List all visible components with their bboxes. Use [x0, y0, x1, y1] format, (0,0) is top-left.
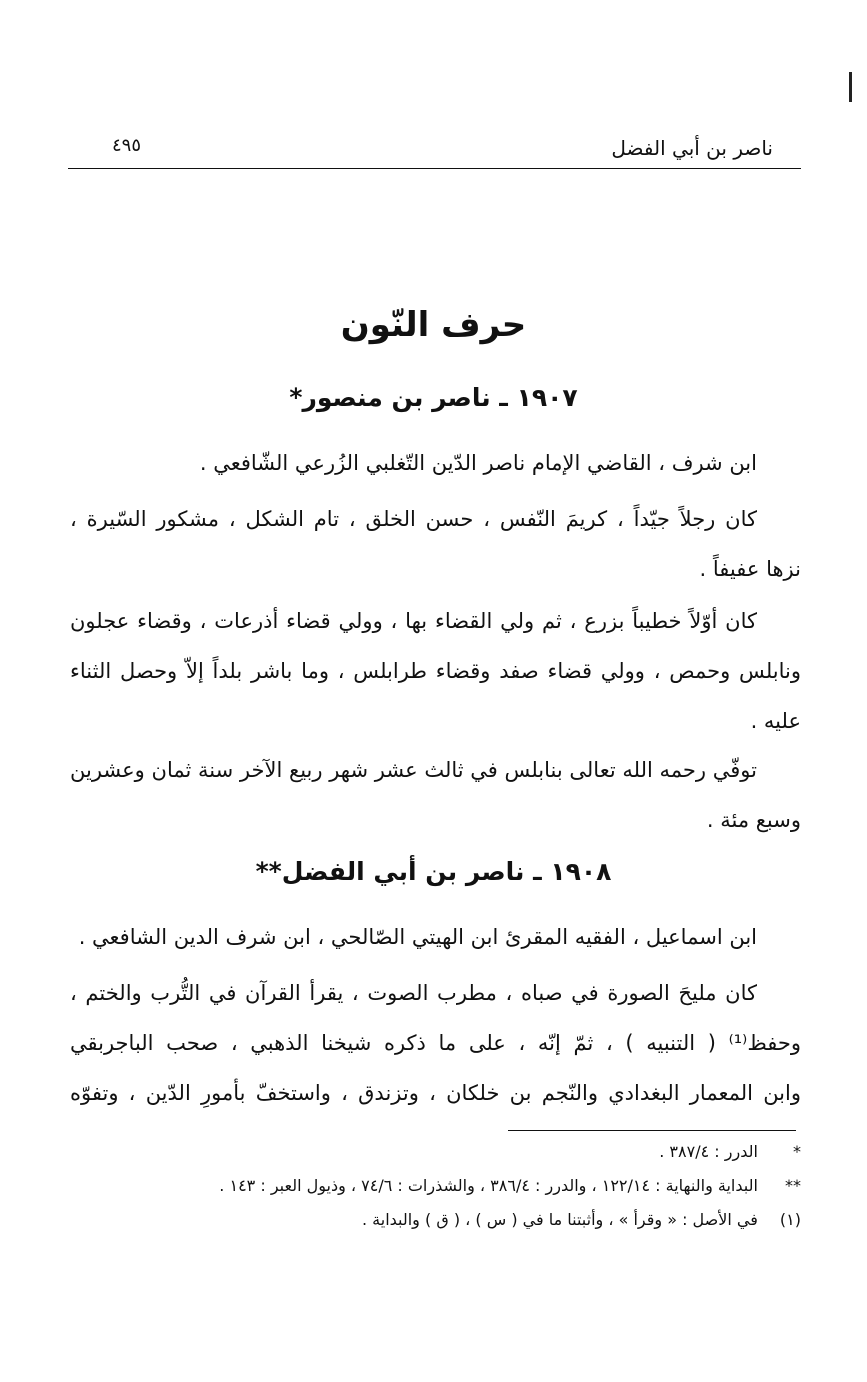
text-line: وابن المعمار البغدادي والنّجم بن خلكان ، وتزندق ، واستخفّ بأمورِ الدّين ، وتفوّه — [70, 1081, 801, 1105]
entry-1907-paragraph-3 — [70, 596, 801, 746]
entry-1908-paragraph-1 — [70, 912, 801, 962]
footnote-text: الدرر : ٣٨٧/٤ . — [659, 1142, 758, 1161]
text-line: ابن اسماعيل ، الفقيه المقرئ ابن الهيتي الصّالحي ، ابن شرف الدين الشافعي . — [78, 925, 757, 949]
text-line: نزها عفيفاً . — [699, 557, 801, 581]
entry-1907-paragraph-2 — [70, 494, 801, 594]
text-line: كان رجلاً جيّداً ، كريمَ النّفس ، حسن الخلق ، تام الشكل ، مشكور السّيرة ، — [70, 507, 757, 531]
entry-1908-paragraph-2 — [70, 968, 801, 1118]
running-head — [68, 132, 801, 168]
footnote-text: البداية والنهاية : ١٢٢/١٤ ، والدرر : ٣٨٦/٤ ، والشذرات : ٧٤/٦ ، وذيول العبر : ١٤٣ . — [219, 1176, 758, 1195]
footnote-marker: * — [793, 1142, 801, 1161]
footnote — [150, 1136, 801, 1168]
text-line: وحفظ⁽¹⁾ ( التنبيه ) ، ثمّ إنّه ، على ما ذكره شيخنا الذهبي ، صحب الباجربقي — [70, 1031, 801, 1055]
text-line: عليه . — [750, 709, 801, 733]
entry-heading-1908: ١٩٠٨ ـ ناصر بن أبي الفضل** — [255, 857, 612, 886]
text-line: وسبع مئة . — [706, 808, 801, 832]
section-heading: حرف النّون — [340, 305, 527, 345]
footnote-text: في الأصل : « وقرأ » ، وأثبتنا ما في ( س ) ، ( ق ) والبداية . — [361, 1210, 758, 1229]
footnote-marker: ** — [785, 1176, 801, 1195]
footnote — [150, 1204, 801, 1236]
footnote-marker: (١) — [779, 1210, 801, 1229]
text-line: ونابلس وحمص ، وولي قضاء صفد وقضاء طرابلس ، وما باشر بلداً إلاّ وحصل الثناء — [70, 659, 801, 683]
text-line: توفّي رحمه الله تعالى بنابلس في ثالث عشر شهر ربيع الآخر سنة ثمان وعشرين — [70, 758, 757, 782]
text-line: ابن شرف ، القاضي الإمام ناصر الدّين التّغلبي الزُرعي الشّافعي . — [199, 451, 757, 475]
text-line: كان مليحَ الصورة في صباه ، مطرب الصوت ، يقرأ القرآن في التُّرب والختم ، — [70, 981, 757, 1005]
footnote — [150, 1170, 801, 1202]
running-title: ناصر بن أبي الفضل — [611, 136, 773, 160]
entry-1907-paragraph-4 — [70, 745, 801, 845]
entry-1907-paragraph-1 — [70, 438, 801, 488]
page-edge-mark — [849, 72, 852, 102]
footnote-rule — [508, 1130, 796, 1131]
page-number: ٤٩٥ — [112, 135, 142, 156]
entry-heading-1907: ١٩٠٧ ـ ناصر بن منصور* — [289, 383, 578, 412]
header-rule — [68, 168, 801, 169]
text-line: كان أوّلاً خطيباً بزرع ، ثم ولي القضاء بها ، وولي قضاء أذرعات ، وقضاء عجلون — [70, 609, 757, 633]
